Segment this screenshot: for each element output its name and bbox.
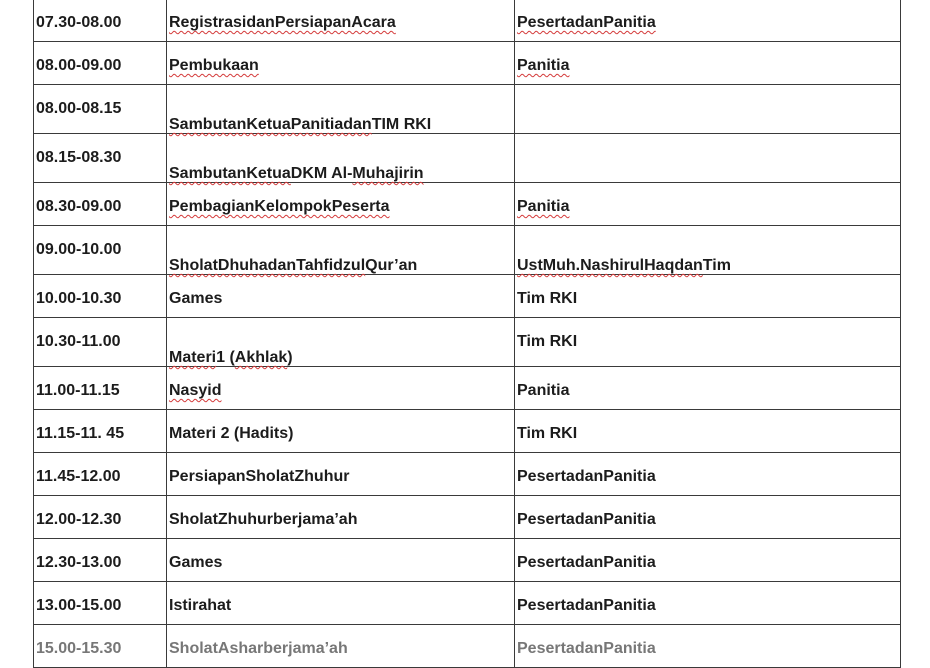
pic-cell: PesertadanPanitia: [515, 0, 901, 42]
activity-cell: PersiapanSholatZhuhur: [167, 453, 515, 496]
schedule-table: [33, 0, 901, 668]
table-row: [34, 367, 901, 410]
activity-cell: SholatZhuhurberjama’ah: [167, 496, 515, 539]
time-cell: 08.00-09.00: [34, 42, 167, 85]
pic-cell: PesertadanPanitia: [515, 496, 901, 539]
pic-cell: PesertadanPanitia: [515, 539, 901, 582]
time-cell: 13.00-15.00: [34, 582, 167, 625]
activity-cell: PembagianKelompokPeserta: [167, 183, 515, 226]
activity-cell: Pembukaan: [167, 42, 515, 85]
table-row: [34, 318, 901, 367]
table-row: [34, 539, 901, 582]
pic-cell: UstMuh.NashirulHaqdanTim: [515, 226, 901, 275]
table-row: [34, 42, 901, 85]
table-row: [34, 410, 901, 453]
time-cell: 11.15-11. 45: [34, 410, 167, 453]
activity-cell: SambutanKetuaDKM Al-Muhajirin: [167, 134, 515, 183]
activity-cell: Materi 2 (Hadits): [167, 410, 515, 453]
time-cell: 15.00-15.30: [34, 625, 167, 668]
activity-cell: Games: [167, 275, 515, 318]
activity-cell: RegistrasidanPersiapanAcara: [167, 0, 515, 42]
pic-cell: Panitia: [515, 183, 901, 226]
table-row: [34, 183, 901, 226]
table-row: [34, 625, 901, 668]
activity-cell: Nasyid: [167, 367, 515, 410]
table-row: [34, 226, 901, 275]
time-cell: 10.00-10.30: [34, 275, 167, 318]
pic-cell: PesertadanPanitia: [515, 453, 901, 496]
pic-cell: Panitia: [515, 367, 901, 410]
time-cell: 10.30-11.00: [34, 318, 167, 367]
table-row: [34, 134, 901, 183]
pic-cell: Panitia: [515, 42, 901, 85]
time-cell: 11.45-12.00: [34, 453, 167, 496]
time-cell: 09.00-10.00: [34, 226, 167, 275]
pic-cell: [515, 85, 901, 134]
time-cell: 12.00-12.30: [34, 496, 167, 539]
table-row: [34, 275, 901, 318]
time-cell: 11.00-11.15: [34, 367, 167, 410]
time-cell: 07.30-08.00: [34, 0, 167, 42]
activity-cell: Games: [167, 539, 515, 582]
activity-cell: Materi1 (Akhlak): [167, 318, 515, 367]
activity-cell: SambutanKetuaPanitiadanTIM RKI: [167, 85, 515, 134]
time-cell: 08.00-08.15: [34, 85, 167, 134]
activity-cell: Istirahat: [167, 582, 515, 625]
time-cell: 08.30-09.00: [34, 183, 167, 226]
table-row: [34, 0, 901, 42]
time-cell: 12.30-13.00: [34, 539, 167, 582]
pic-cell: Tim RKI: [515, 275, 901, 318]
table-row: [34, 453, 901, 496]
pic-cell: Tim RKI: [515, 410, 901, 453]
pic-cell: PesertadanPanitia: [515, 582, 901, 625]
pic-cell: PesertadanPanitia: [515, 625, 901, 668]
table-row: [34, 496, 901, 539]
activity-cell: SholatDhuhadanTahfidzulQur’an: [167, 226, 515, 275]
activity-cell: SholatAsharberjama’ah: [167, 625, 515, 668]
table-row: [34, 582, 901, 625]
time-cell: 08.15-08.30: [34, 134, 167, 183]
table-row: [34, 85, 901, 134]
pic-cell: Tim RKI: [515, 318, 901, 367]
pic-cell: [515, 134, 901, 183]
